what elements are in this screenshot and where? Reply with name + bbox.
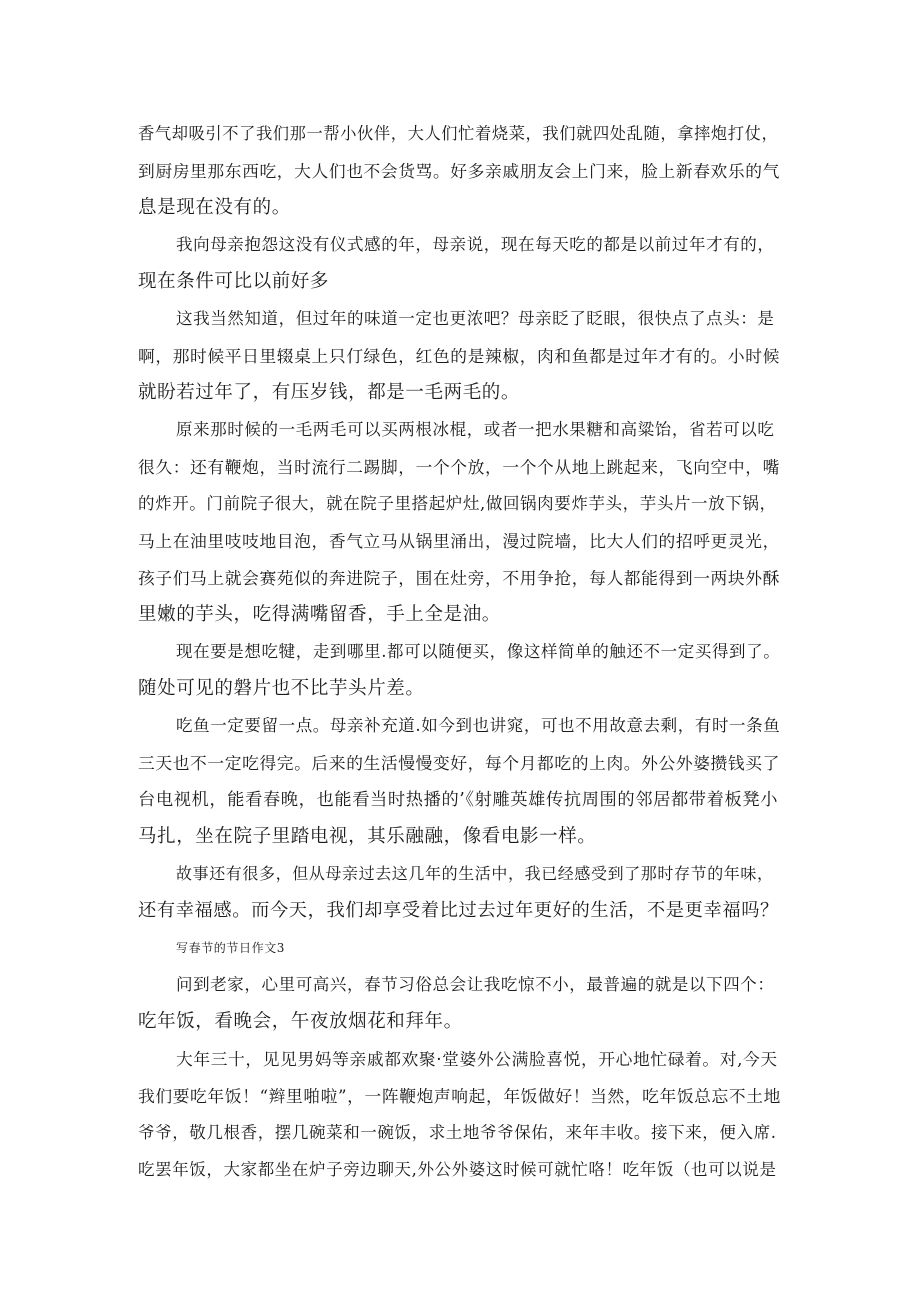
text-line: 孩子们马上就会赛苑似的奔进院子，围在灶旁，不用争抢，每人都能得到一两块外酥 <box>138 568 780 588</box>
text-line: 还有幸福感。而今天，我们却享受着比过去过年更好的生活，不是更幸福吗？ <box>138 900 779 921</box>
text-line: 这我当然知道，但过年的味道一定也更浓吧？母亲眨了眨眼，很快点了点头：是 <box>176 309 775 328</box>
text-line: 问到老家，心里可高兴，春节习俗总会让我吃惊不小，最普遍的就是以下四个： <box>176 975 775 994</box>
text-line: 爷爷，敬几根香，摆几碗菜和一碗饭，求土地爷爷保佑，来年丰收。接下来，便入席. <box>138 1123 777 1142</box>
text-line: 到厨房里那东西吃，大人们也不会货骂。好多亲戚朋友会上门来，脸上新春欢乐的气 <box>138 161 780 181</box>
text-line: 息是现在没有的。 <box>138 197 291 218</box>
text-line: 啊，那时候平日里辍桌上只仃绿色，红色的是辣椒，肉和鱼都是过年才有的。小时候 <box>138 346 780 366</box>
text-line: 马上在油里吱吱地目泡，香气立马从锅里涌出，漫过院墙，比大人们的招呼更灵光， <box>138 531 780 551</box>
text-line: 大年三十，见见男妈等亲戚都欢聚·堂婆外公满脸喜悦，开心地忙碌着。对,今天 <box>176 1049 778 1069</box>
text-line: 我们要吃年饭！“辫里啪啦”，一阵鞭炮声响起，年饭做好！当然，吃年饭总忘不土地 <box>138 1086 781 1106</box>
text-line: 三天也不一定吃得完。后来的生活慢慢变好，每个月都吃的上肉。外公外婆攒钱买了 <box>138 753 780 773</box>
text-line: 马扎，坐在院子里踏电视，其乐融融，像看电影一样。 <box>138 826 597 847</box>
text-line: 里嫩的芋头，吃得满嘴留香，手上全是油。 <box>138 604 501 625</box>
text-line: 吃鱼一定要留一点。母亲补充道.如今到也讲窕，可也不用故意去剩，有时一条鱼 <box>176 716 781 735</box>
text-line: 台电视机，能看春晚，也能看当时热播的’《射雕英雄传抗周围的邻居都带着板凳小 <box>138 790 779 810</box>
text-line: 现在条件可比以前好多 <box>138 271 330 292</box>
text-line: 吃年饭，看晚会，午夜放烟花和拜年。 <box>138 1011 463 1032</box>
section-heading: 写春节的节日作文3 <box>176 941 286 955</box>
text-line: 就盼若过年了，有压岁钱，都是一毛两毛的。 <box>138 382 521 403</box>
text-line: 吃罢年饭，大家都坐在炉子旁边聊天,外公外婆这时候可就忙咯！吃年饭（也可以说是 <box>138 1160 777 1179</box>
text-line: 原来那时候的一毛两毛可以买两根冰棍，或者一把水果糖和高粱饴，省若可以吃 <box>176 420 775 439</box>
text-line: 故事还有很多，但从母亲过去这几年的生活中，我已经感受到了那时存节的年味， <box>176 864 774 883</box>
text-line: 很久：还有鞭炮，当时流行二踢脚，一个个放，一个个从地上跳起来，飞向空中，嘴 <box>138 457 780 477</box>
text-line: 的炸开。门前院子很大，就在院子里搭起炉灶,做回锅肉要炸芋头，芋头片一放下锅， <box>138 494 777 513</box>
text-line: 随处可见的磐片也不比芋头片差。 <box>138 678 425 699</box>
text-line: 我向母亲抱怨这没有仪式感的年，母亲说，现在每天吃的都是以前过年才有的， <box>176 235 775 254</box>
text-line: 现在要是想吃犍，走到哪里.都可以随便买，像这样简单的触还不一定买得到了。 <box>176 642 781 661</box>
text-line: 香气却吸引不了我们那一帮小伙伴，大人们忙着烧菜，我们就四处乱随，拿摔炮打仗， <box>138 124 779 143</box>
